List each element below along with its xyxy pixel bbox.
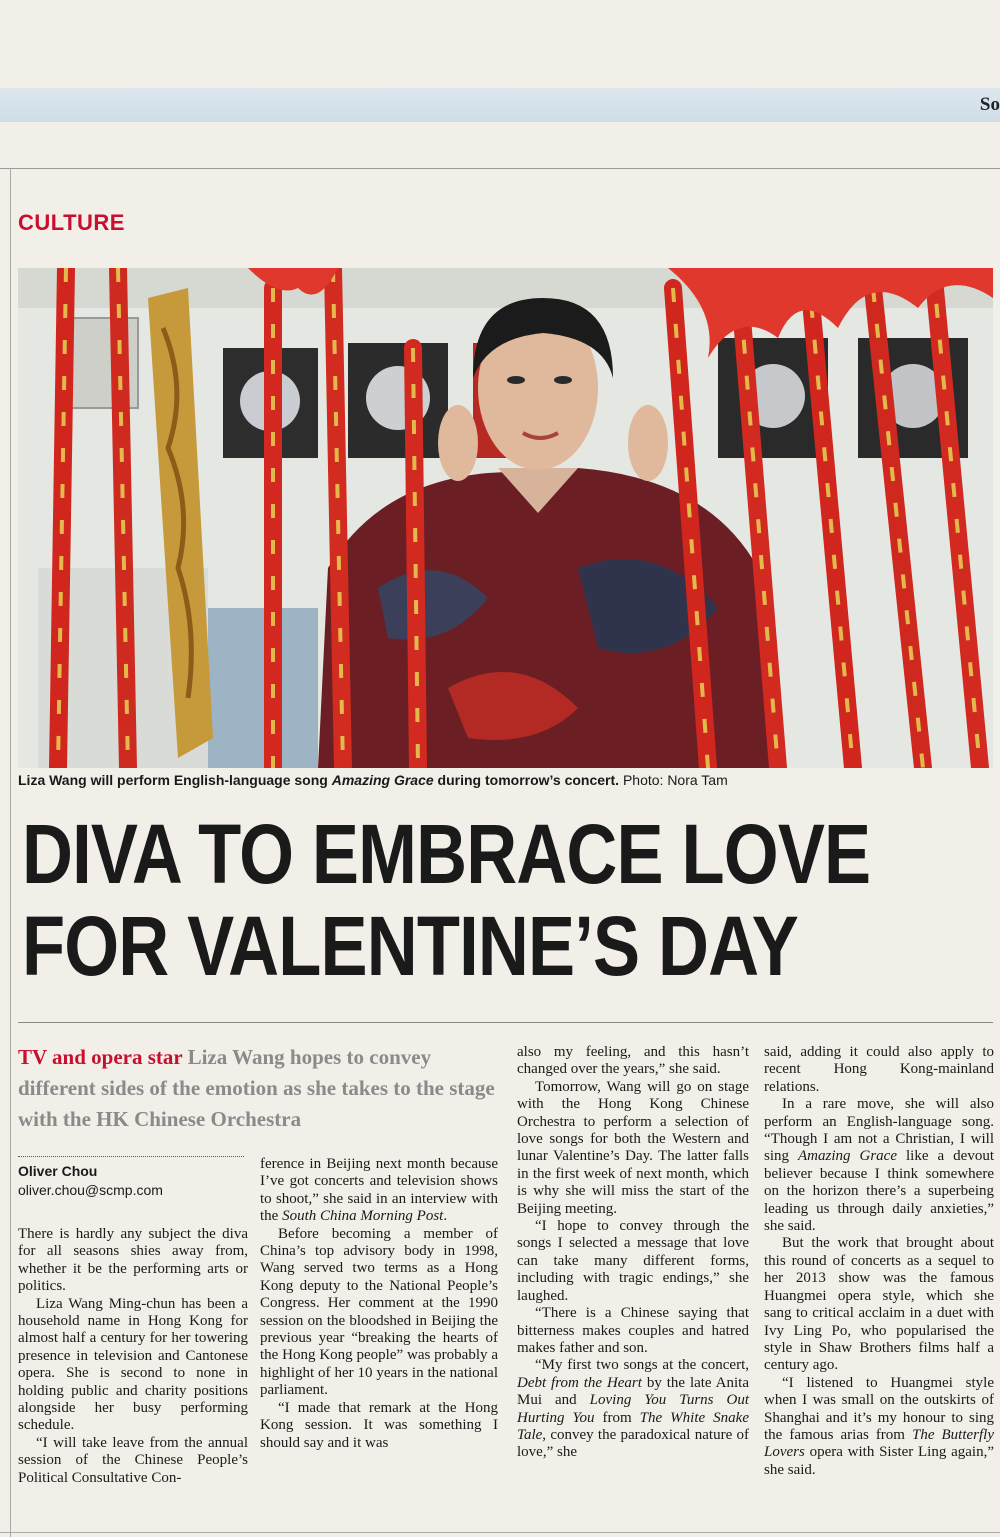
standfirst	[18, 1042, 496, 1135]
headline-line-2: FOR VALENTINE’S DAY	[22, 899, 798, 993]
paragraph: Liza Wang Ming-chun has been a household name in Hong Kong for almost half a century for her towering presence in television and Cantonese opera. She is second to none in holding public and charity positions alongside her busy performing schedule.	[18, 1295, 248, 1434]
paragraph-text: “My first two songs at the concert,	[535, 1357, 749, 1374]
paragraph: But the work that brought about this round of concerts as a sequel to her 2013 show was the famous Huangmei opera style, which she sang to critical acclaim in a duet with Ivy Ling Po, who popularised the style in Shaw Brothers films half a century ago.	[764, 1235, 994, 1374]
headline-rule	[18, 1022, 993, 1023]
body-column-2	[260, 1156, 498, 1452]
left-column-rule	[10, 168, 11, 1537]
paragraph-text: .	[443, 1208, 448, 1225]
photo-caption	[18, 772, 993, 788]
paragraph	[517, 1357, 749, 1461]
paragraph: Tomorrow, Wang will go on stage with the Hong Kong Chinese Orchestra to perform a selection of love songs for both the Western and lunar Valentine’s Day. The latter falls in the first week of next month, which is why she will miss the start of the Beijing meeting.	[517, 1078, 749, 1217]
opera-title: The Butterfly Lovers	[764, 1426, 994, 1461]
paragraph: There is hardly any subject the diva for all seasons shies away from, whether it be the performing arts or politics.	[18, 1226, 248, 1295]
paragraph-text: , convey the paradoxical nature of love,” she	[517, 1426, 749, 1461]
body-column-1	[18, 1226, 248, 1487]
paragraph-text: like a devout believer because I think somewhere on the horizon there’s a superbeing leading us through daily anxieties,” she said.	[764, 1148, 994, 1235]
song-title: The White Snake Tale	[517, 1409, 749, 1443]
paragraph: “I will take leave from the annual session of the Chinese People’s Political Consultative Con-	[18, 1434, 248, 1486]
paragraph: Before becoming a member of China’s top advisory body in 1998, Wang served two terms as a Hong Kong deputy to the National People’s Congress. Her comment at the 1990 session on the bloodshed in Beijing the previous year “breaking the hearts of the Hong Kong people” was probably a highlight of her 10 years in the national parliament.	[260, 1225, 498, 1399]
paragraph-text: opera with Sister Ling again,” she said.	[764, 1444, 994, 1478]
paragraph	[764, 1375, 994, 1479]
body-column-3	[517, 1044, 749, 1462]
paragraph-text: “I listened to Huangmei style when I was small on the outskirts of Shanghai and it’s my honour to sing the famous arias from	[764, 1374, 994, 1443]
caption-text: Liza Wang will perform English-language song	[18, 772, 332, 788]
masthead-fragment: So	[979, 94, 1000, 115]
song-title: Debt from the Heart	[517, 1374, 642, 1391]
paragraph: “I hope to convey through the songs I selected a message that love can take many different forms, including with tragic endings,” she laughed.	[517, 1218, 749, 1304]
byline-rule	[18, 1156, 244, 1157]
caption-song-title: Amazing Grace	[331, 772, 434, 788]
photo-illustration	[18, 268, 993, 768]
bottom-rule	[0, 1532, 1000, 1533]
paragraph	[764, 1096, 994, 1235]
byline-author: Oliver Chou	[18, 1163, 98, 1179]
headline-line-1: DIVA TO EMBRACE LOVE	[22, 807, 871, 901]
masthead-band	[0, 88, 1000, 122]
paragraph: “I made that remark at the Hong Kong session. It was something I should say and it was	[260, 1399, 498, 1451]
article-photo	[18, 268, 993, 768]
publication-name: South China Morning Post	[282, 1208, 444, 1225]
caption-text-end: during tomorrow’s concert.	[433, 772, 620, 788]
song-title: Loving You Turns Out Hurting You	[517, 1392, 749, 1426]
paragraph-text: In a rare move, she will also perform an English-language song. “Though I am not a Christian, I will sing	[764, 1096, 994, 1165]
byline-email[interactable]: oliver.chou@scmp.com	[18, 1182, 163, 1198]
standfirst-lead: TV and opera star	[18, 1045, 183, 1069]
paragraph-text: ference in Beijing next month because I’ve got concerts and television shows to shoot,” she said in an interview with the	[260, 1156, 498, 1225]
song-title: Amazing Grace	[798, 1148, 898, 1165]
section-label: CULTURE	[18, 210, 125, 235]
paragraph-text: from	[594, 1409, 640, 1426]
standfirst-text: Liza Wang hopes to convey different sides of the emotion as she takes to the stage with the HK Chinese Orchestra	[18, 1045, 495, 1131]
paragraph: also my feeling, and this hasn’t changed over the years,” she said.	[517, 1044, 749, 1078]
body-column-4	[764, 1044, 994, 1479]
top-rule	[0, 168, 1000, 169]
photo-credit: Photo: Nora Tam	[622, 772, 728, 788]
paragraph: “There is a Chinese saying that bitterness makes couples and hatred makes father and son.	[517, 1305, 749, 1356]
headline	[22, 807, 871, 993]
paragraph: said, adding it could also apply to recent Hong Kong-mainland relations.	[764, 1044, 994, 1095]
paragraph	[260, 1156, 498, 1226]
paragraph-text: by the late Anita Mui and	[517, 1374, 749, 1409]
